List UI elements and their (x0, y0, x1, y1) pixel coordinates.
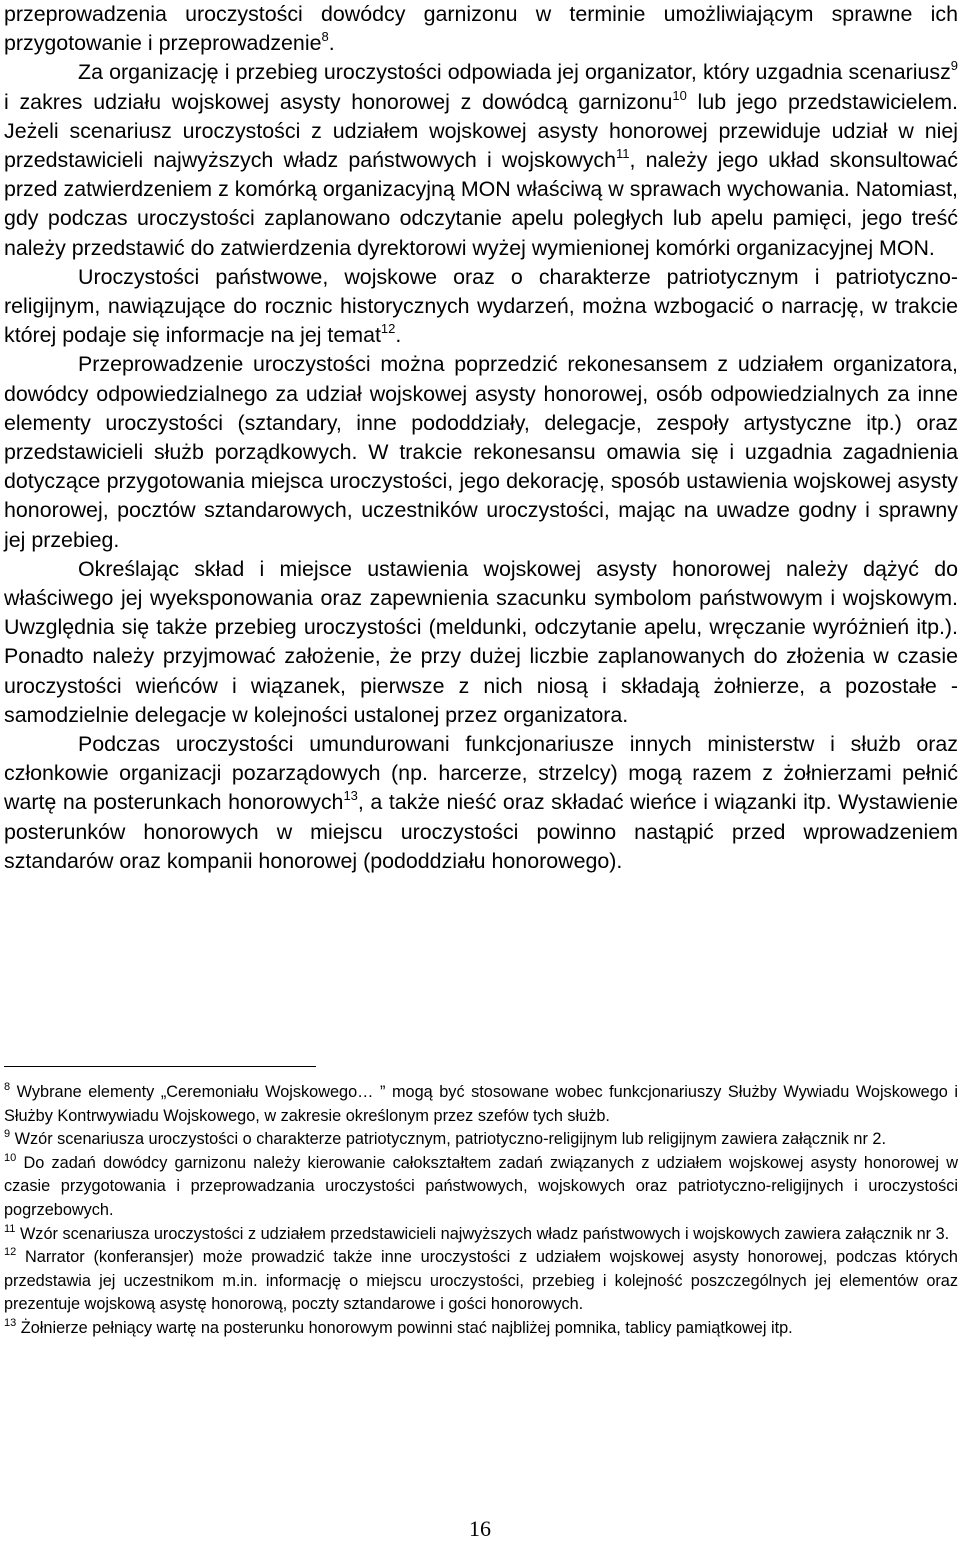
footnote (4, 1246, 958, 1317)
text-run: Za organizację i przebieg uroczystości odpowiada jej organizator, który uzgadnia scenariusz (78, 60, 951, 85)
footnote-ref[interactable]: 13 (343, 788, 358, 804)
footnote-ref[interactable]: 11 (616, 146, 630, 162)
paragraph (4, 58, 958, 262)
text-run: . (328, 31, 335, 56)
page-number: 16 (469, 1516, 491, 1541)
text-run: lub jego przedstawicielem. Jeżeli scenariusz uroczystości z udziałem wojskowej asysty honorowej przewiduje udział w niej przedstawicieli najwyższych władz państwowych i wojskowych (4, 89, 958, 173)
footnote-separator (4, 1066, 316, 1067)
text-run: i zakres udziału wojskowej asysty honorowej z dowódcą garnizonu (4, 89, 673, 114)
text-run: , należy jego układ skonsultować przed zatwierdzeniem z komórką organizacyjną MON właściwą w sprawach wychowania. Natomiast, gdy podczas uroczystości zaplanowano odczytanie apelu poległych lub apelu pamięci, jego treść należy przedstawić do zatwierdzenia dyrektorowi wyżej wymienionej komórki organizacyjnej MON. (4, 148, 958, 260)
footnote-text: Wybrane elementy „Ceremoniału Wojskowego… ” mogą być stosowane wobec funkcjonariuszy Służby Wywiadu Wojskowego i Służby Kontrwywiadu Wojskowego, w zakresie określonym przez szefów tych służb. (4, 1083, 958, 1125)
paragraph: Przeprowadzenie uroczystości można poprzedzić rekonesansem z udziałem organizatora, dowódcy odpowiedzialnego za udział wojskowej asysty honorowej, osób odpowiedzialnych za inne elementy uroczystości (sztandary, inne pododdziały, delegacje, zespoły artystyczne itp.) oraz przedstawicieli służb porządkowych. W trakcie rekonesansu omawia się i uzgadnia zagadnienia dotyczące przygotowania miejsca uroczystości, jego dekorację, sposób ustawienia wojskowej asysty honorowej, pocztów sztandarowych, uczestników uroczystości, mając na uwadze godny i sprawny jej przebieg. (4, 352, 958, 552)
footnote-text: Narrator (konferansjer) może prowadzić także inne uroczystości z udziałem wojskowej asysty honorowej, podczas których przedstawia jej uczestnikom m.in. informację o miejscu uroczystości, przebieg i kolejność poszczególnych jej elementów oraz prezentuje wojskową asystę honorową, poczty sztandarowe i gości honorowych. (4, 1248, 958, 1314)
footnote (4, 1152, 958, 1223)
paragraph-continued (4, 0, 958, 58)
footnote-number: 12 (4, 1246, 17, 1259)
footnote-ref[interactable]: 8 (321, 29, 329, 45)
footnote (4, 1128, 958, 1152)
footnote-ref[interactable]: 9 (950, 58, 958, 74)
footnote-number: 9 (4, 1128, 11, 1141)
footnote-ref[interactable]: 10 (672, 87, 687, 103)
paragraph (4, 730, 958, 876)
text-run: przeprowadzenia uroczystości dowódcy garnizonu w terminie umożliwiającym sprawne ich przygotowanie i przeprowadzenie (4, 2, 958, 56)
footnote (4, 1081, 958, 1128)
footnote-number: 11 (4, 1222, 16, 1235)
paragraph: Określając skład i miejsce ustawienia wojskowej asysty honorowej należy dążyć do właściwego jej wyeksponowania oraz zapewnienia szacunku symbolom państwowym i wojskowym. Uwzględnia się także przebieg uroczystości (meldunki, odczytanie apelu, wręczanie wyróżnień itp.). Ponadto należy przyjmować założenie, że przy dużej liczbie zaplanowanych do złożenia w czasie uroczystości wieńców i wiązanek, pierwsze z nich niosą i składają żołnierze, a pozostałe - samodzielnie delegacje w kolejności ustalonej przez organizatora. (4, 556, 958, 727)
footnote-number: 10 (4, 1151, 17, 1164)
main-text (4, 0, 958, 876)
text-run: . (395, 323, 402, 348)
paragraph (4, 263, 958, 351)
footnote-text: Wzór scenariusza uroczystości o charakterze patriotycznym, patriotyczno-religijnym lub religijnym zawiera załącznik nr 2. (10, 1130, 886, 1149)
footnote-text: Do zadań dowódcy garnizonu należy kierowanie całokształtem zadań związanych z udziałem wojskowej asysty honorowej w czasie przygotowania i przeprowadzania uroczystości państwowych, wojskowych oraz patriotyczno-religijnych i uroczystości pogrzebowych. (4, 1153, 958, 1219)
footnotes (4, 1081, 958, 1341)
text-run: Podczas uroczystości umundurowani funkcjonariusze innych ministerstw i służb oraz członkowie organizacji pozarządowych (np. harcerze, strzelcy) mogą razem z żołnierzami pełnić wartę na posterunkach honorowych (4, 732, 958, 815)
text-run: Uroczystości państwowe, wojskowe oraz o charakterze patriotycznym i patriotyczno-religijnym, nawiązujące do rocznic historycznych wydarzeń, można wzbogacić o narrację, w trakcie której podaje się informacje na jej temat (4, 264, 958, 348)
footnote (4, 1317, 958, 1341)
text-run: , a także nieść oraz składać wieńce i wiązanki itp. Wystawienie posterunków honorowych w miejscu uroczystości powinno nastąpić przed wprowadzeniem sztandarów oraz kompanii honorowej (pododdziału honorowego). (4, 790, 958, 873)
footnote-ref[interactable]: 12 (380, 321, 396, 337)
footnote-text: Wzór scenariusza uroczystości z udziałem przedstawicieli najwyższych władz państwowych i wojskowych zawiera załącznik nr 3. (15, 1224, 950, 1243)
footnote (4, 1223, 958, 1247)
footnote-number: 13 (4, 1316, 17, 1329)
footnote-number: 8 (4, 1081, 11, 1093)
footnote-text: Żołnierze pełniący wartę na posterunku honorowym powinni stać najbliżej pomnika, tablicy pamiątkowej itp. (16, 1318, 793, 1337)
